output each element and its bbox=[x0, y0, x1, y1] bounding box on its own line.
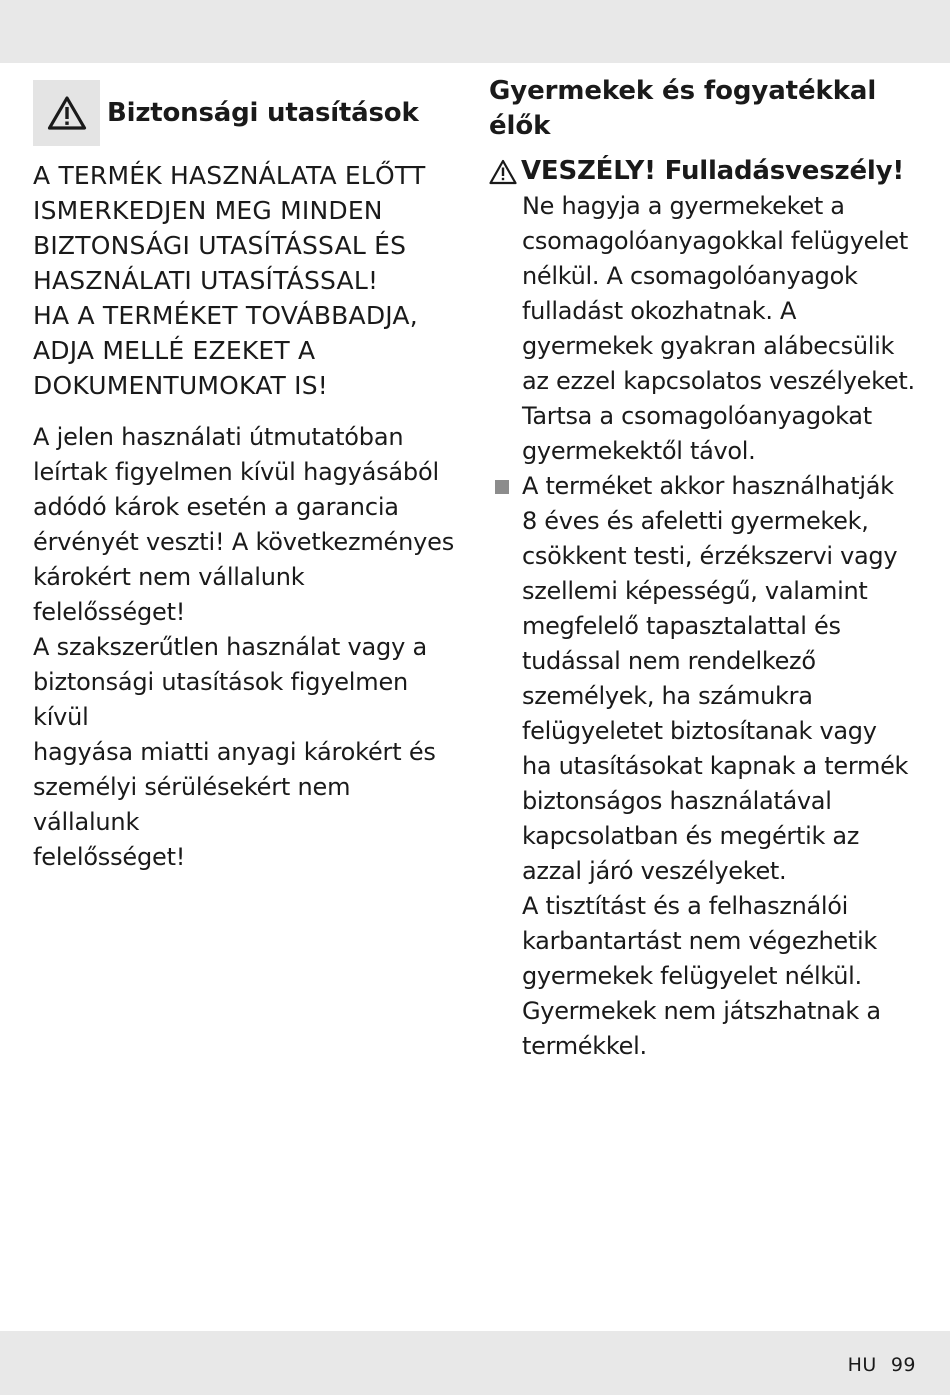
caps-line: HA A TERMÉKET TOVÁBBADJA, bbox=[33, 301, 418, 330]
paragraph-line: gyermekek gyakran alábecsülik bbox=[522, 332, 895, 360]
paragraph-line: hagyása miatti anyagi károkért és bbox=[33, 738, 436, 766]
paragraph-line: biztonsági utasítások figyelmen kívül bbox=[33, 668, 409, 731]
paragraph-line: Ne hagyja a gyermekeket a bbox=[522, 192, 845, 220]
caps-line: BIZTONSÁGI UTASÍTÁSSAL ÉS bbox=[33, 231, 407, 260]
page-number: 99 bbox=[890, 1354, 916, 1376]
paragraph-line: kapcsolatban és megértik az bbox=[522, 822, 860, 850]
paragraph-line: fulladást okozhatnak. A bbox=[522, 297, 797, 325]
caps-line: A TERMÉK HASZNÁLATA ELŐTT bbox=[33, 161, 426, 190]
paragraph-line: csökkent testi, érzékszervi vagy bbox=[522, 542, 898, 570]
paragraph-line: tudással nem rendelkező bbox=[522, 647, 816, 675]
caps-line: DOKUMENTUMOKAT IS! bbox=[33, 371, 329, 400]
paragraph-line: károkért nem vállalunk felelősséget! bbox=[33, 563, 305, 626]
paragraph-line: személyi sérülésekért nem vállalunk bbox=[33, 773, 351, 836]
paragraph-line: 8 éves és afeletti gyermekek, bbox=[522, 507, 869, 535]
safety-section-header bbox=[33, 80, 463, 146]
paragraph-line: A terméket akkor használhatják bbox=[522, 472, 894, 500]
paragraph-line: A szakszerűtlen használat vagy a bbox=[33, 633, 428, 661]
caps-line: ADJA MELLÉ EZEKET A bbox=[33, 336, 316, 365]
language-code: HU bbox=[847, 1354, 877, 1376]
caps-line: ISMERKEDJEN MEG MINDEN bbox=[33, 196, 383, 225]
paragraph-line: felügyeletet biztosítanak vagy bbox=[522, 717, 877, 745]
paragraph-line: szellemi képességű, valamint bbox=[522, 577, 868, 605]
paragraph-line: A jelen használati útmutatóban bbox=[33, 423, 404, 451]
paragraph-line: gyermekek felügyelet nélkül. bbox=[522, 962, 862, 990]
danger-triangle-icon bbox=[489, 159, 517, 185]
danger-heading bbox=[489, 154, 929, 189]
paragraph-line: adódó károk esetén a garancia bbox=[33, 493, 399, 521]
section-title: Biztonsági utasítások bbox=[107, 98, 419, 128]
warranty-paragraph bbox=[33, 420, 463, 875]
paragraph-line: az ezzel kapcsolatos veszélyeket. bbox=[522, 367, 915, 395]
page-footer bbox=[848, 1354, 916, 1376]
paragraph-line: megfelelő tapasztalattal és bbox=[522, 612, 841, 640]
heading-line: élők bbox=[489, 111, 551, 141]
paragraph-line: leírtak figyelmen kívül hagyásából bbox=[33, 458, 439, 486]
paragraph-line: Tartsa a csomagolóanyagokat bbox=[522, 402, 872, 430]
danger-text bbox=[489, 189, 929, 469]
left-column bbox=[33, 80, 463, 875]
paragraph-line: gyermekektől távol. bbox=[522, 437, 756, 465]
paragraph-line: nélkül. A csomagolóanyagok bbox=[522, 262, 858, 290]
caps-line: HASZNÁLATI UTASÍTÁSSAL! bbox=[33, 266, 379, 295]
danger-title: VESZÉLY! Fulladásveszély! bbox=[521, 156, 904, 186]
warning-triangle-icon bbox=[33, 80, 100, 146]
paragraph-line: termékkel. bbox=[522, 1032, 647, 1060]
paragraph-line: A tisztítást és a felhasználói bbox=[522, 892, 849, 920]
right-column bbox=[489, 74, 929, 1064]
paragraph-line: Gyermekek nem játszhatnak a bbox=[522, 997, 881, 1025]
bottom-band bbox=[0, 1331, 950, 1395]
bullet-item bbox=[489, 469, 929, 1064]
paragraph-line: ha utasításokat kapnak a termék bbox=[522, 752, 909, 780]
paragraph-line: felelősséget! bbox=[33, 843, 186, 871]
top-band bbox=[0, 0, 950, 63]
caps-warning-text bbox=[33, 158, 463, 403]
paragraph-line: azzal járó veszélyeket. bbox=[522, 857, 787, 885]
paragraph-line: biztonságos használatával bbox=[522, 787, 832, 815]
children-heading bbox=[489, 74, 929, 144]
paragraph-line: csomagolóanyagokkal felügyelet bbox=[522, 227, 909, 255]
paragraph-line: karbantartást nem végezhetik bbox=[522, 927, 877, 955]
bullet-square-icon bbox=[495, 480, 509, 494]
paragraph-line: érvényét veszti! A következményes bbox=[33, 528, 455, 556]
heading-line: Gyermekek és fogyatékkal bbox=[489, 76, 877, 106]
paragraph-line: személyek, ha számukra bbox=[522, 682, 813, 710]
